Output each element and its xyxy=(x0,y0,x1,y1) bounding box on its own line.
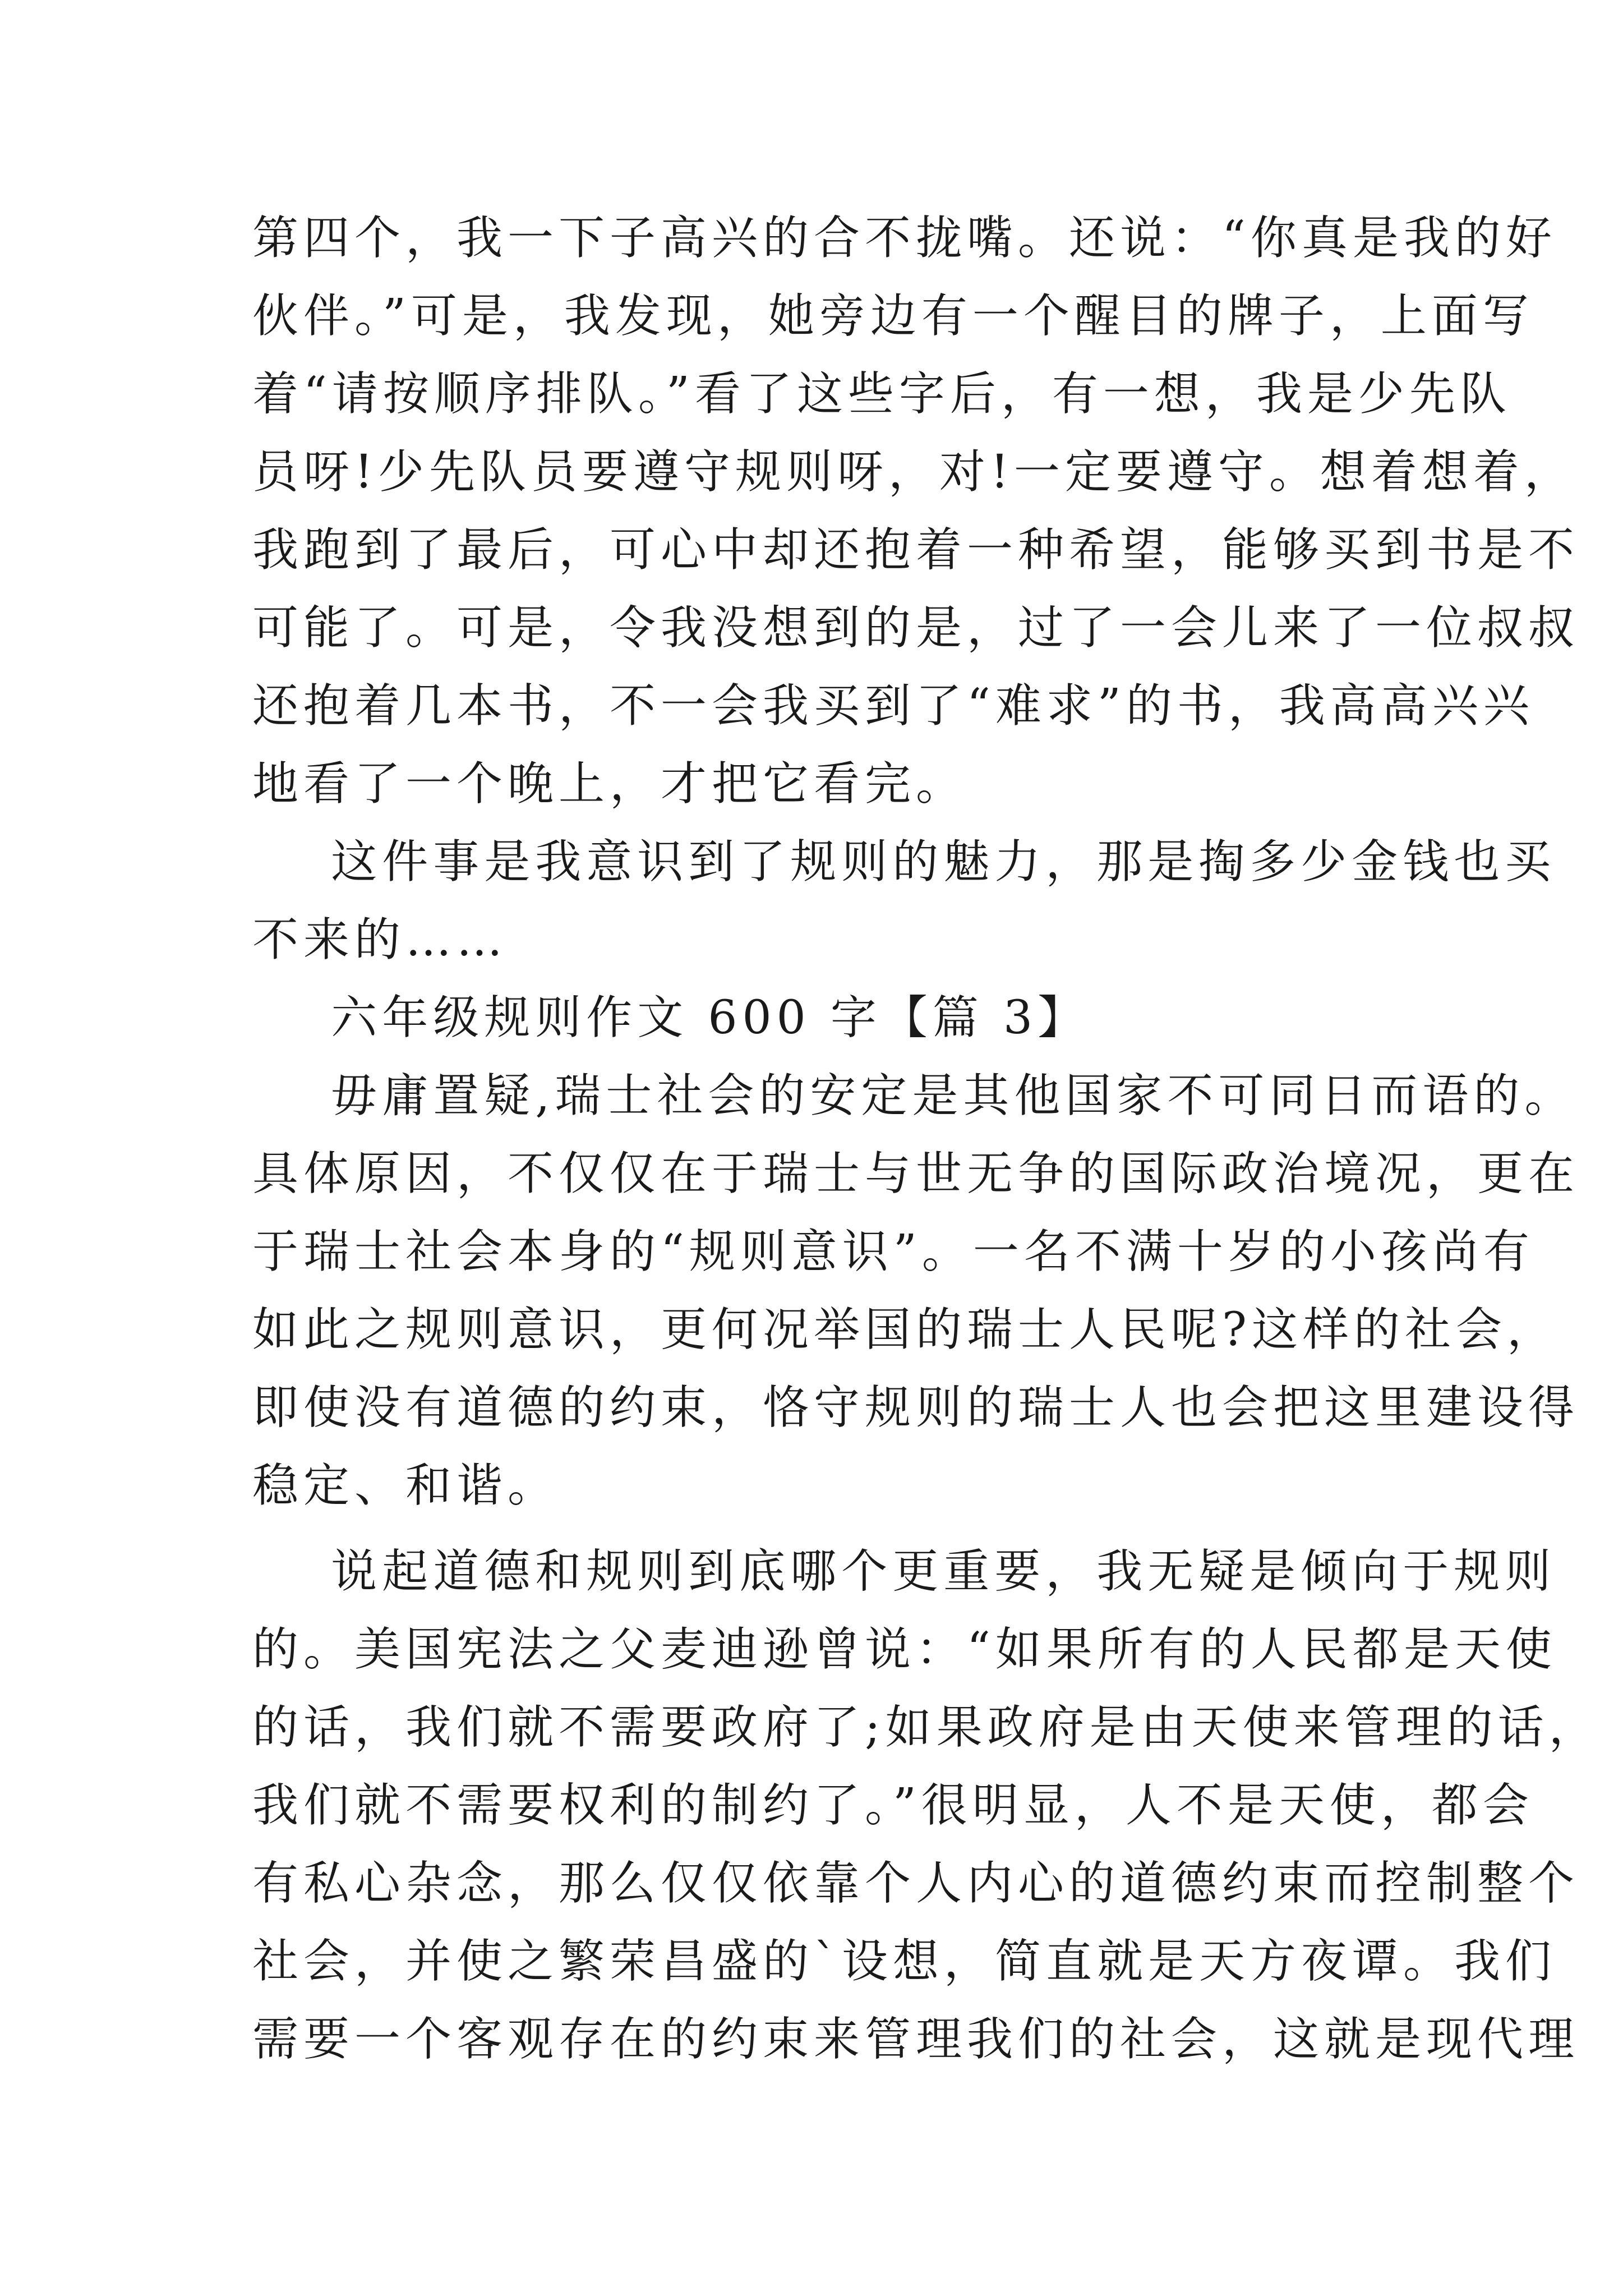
heading-line: 六年级规则作文 600 字【篇 3】 xyxy=(252,991,1089,1045)
paragraph-3 xyxy=(252,1057,1580,1525)
text-line: 稳定、和谐。 xyxy=(252,1459,559,1512)
text-line: 伙伴。”可是，我发现，她旁边有一个醒目的牌子，上面写 xyxy=(252,289,1534,343)
text-line: 需要一个客观存在的约束来管理我们的社会，这就是现代理 xyxy=(252,2013,1580,2066)
text-line: 有私心杂念，那么仅仅依靠个人内心的道德约束而控制整个 xyxy=(252,1857,1580,1910)
text-line: 毋庸置疑,瑞士社会的安定是其他国家不可同日而语的。 xyxy=(252,1069,1576,1122)
text-line: 的话，我们就不需要政府了;如果政府是由天使来管理的话， xyxy=(252,1701,1600,1754)
text-line: 社会，并使之繁荣昌盛的`设想，简直就是天方夜谭。我们 xyxy=(252,1935,1557,1988)
text-line: 说起道德和规则到底哪个更重要，我无疑是倾向于规则 xyxy=(252,1545,1556,1598)
text-line: 具体原因，不仅仅在于瑞士与世无争的国际政治境况，更在 xyxy=(252,1147,1580,1200)
text-line: 即使没有道德的约束，恪守规则的瑞士人也会把这里建设得 xyxy=(252,1381,1580,1434)
paragraph-4 xyxy=(252,1533,1600,2078)
section-heading xyxy=(252,979,1391,1057)
text-line: 我们就不需要权利的制约了。”很明显，人不是天使，都会 xyxy=(252,1779,1534,1832)
document-body xyxy=(252,199,1600,2078)
text-line: 如此之规则意识，更何况举国的瑞士人民呢?这样的社会， xyxy=(252,1303,1558,1356)
text-line: 这件事是我意识到了规则的魅力，那是掏多少金钱也买 xyxy=(252,835,1556,889)
text-line: 可能了。可是，令我没想到的是，过了一会儿来了一位叔叔 xyxy=(252,601,1580,655)
paragraph-1 xyxy=(252,199,1580,823)
text-line: 的。美国宪法之父麦迪逊曾说：“如果所有的人民都是天使 xyxy=(252,1623,1557,1676)
text-line: 员呀!少先队员要遵守规则呀，对!一定要遵守。想着想着， xyxy=(252,445,1575,499)
text-line: 着“请按顺序排队。”看了这些字后，有一想，我是少先队 xyxy=(252,367,1511,421)
text-line: 还抱着几本书，不一会我买到了“难求”的书，我高高兴兴 xyxy=(252,679,1534,733)
text-line: 不来的…… xyxy=(252,913,508,967)
text-line: 于瑞士社会本身的“规则意识”。一名不满十岁的小孩尚有 xyxy=(252,1225,1534,1278)
paragraph-spacer xyxy=(252,1525,1391,1533)
text-line: 第四个，我一下子高兴的合不拢嘴。还说：“你真是我的好 xyxy=(252,211,1557,265)
paragraph-2 xyxy=(252,823,1556,979)
text-line: 地看了一个晚上，才把它看完。 xyxy=(252,757,967,811)
text-line: 我跑到了最后，可心中却还抱着一种希望，能够买到书是不 xyxy=(252,523,1580,577)
